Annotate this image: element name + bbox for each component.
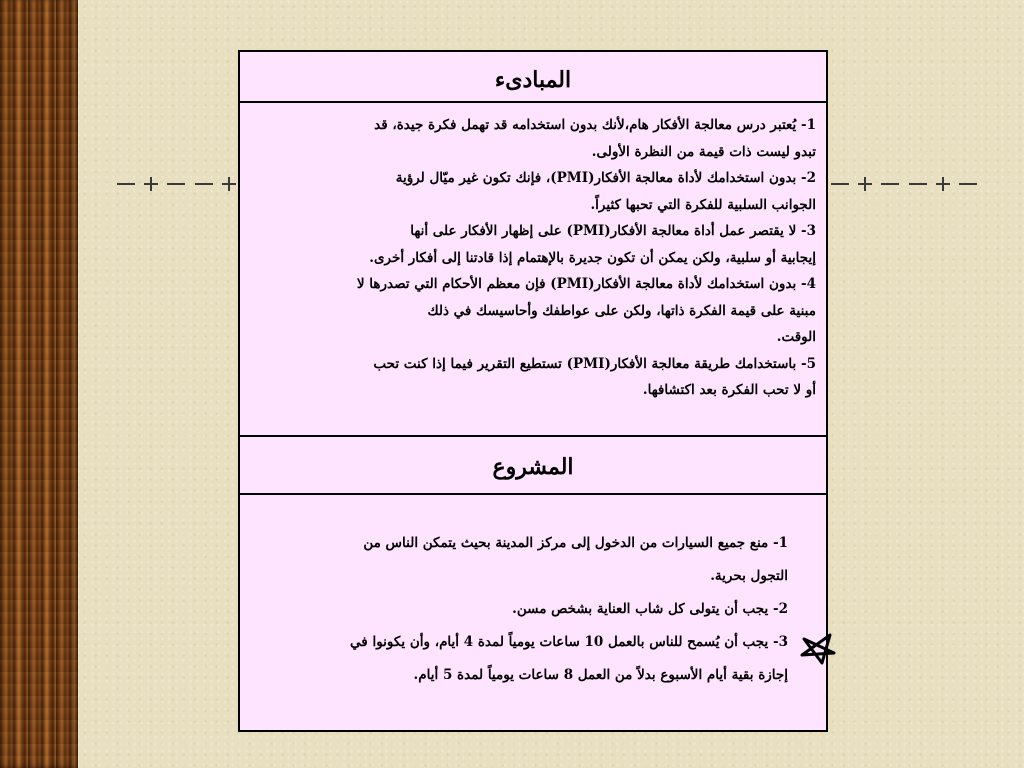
principles-list [308,112,816,404]
project-line: 2- يجب أن يتولى كل شاب العناية بشخص مسن. [512,601,788,617]
divider [240,101,826,103]
principles-line: أو لا تحب الفكرة بعد اكتشافها. [642,382,816,398]
principles-line: 2- بدون استخدامك لأداة معالجة الأفكار(PMI)، فإنك تكون غير ميّال لرؤية [395,170,816,186]
project-list [298,527,788,692]
content-table [238,50,828,732]
principles-line: 3- لا يقتصر عمل أداة معالجة الأفكار(PMI) على إظهار الأفكار على أنها [410,223,816,239]
principles-line: مبنية على قيمة الفكرة ذاتها، ولكن على عواطفك وأحاسيسك في ذلك [427,302,816,319]
project-heading: المشروع [492,454,574,480]
principles-line: 1- يُعتبر درس معالجة الأفكار هام،لأنك بدون استخدامه قد تهمل فكرة جيدة، قد [374,117,816,133]
ornament-left [112,175,240,193]
divider [240,493,826,495]
wood-border [0,0,78,768]
principles-line: 5- باستخدامك طريقة معالجة الأفكار(PMI) تستطيع التقرير فيما إذا كنت تحب [373,355,816,372]
principles-line: الجوانب السلبية للفكرة التي تحبها كثيراً. [590,196,816,213]
principles-line: 4- بدون استخدامك لأداة معالجة الأفكار(PMI) فإن معظم الأحكام التي تصدرها لا [356,276,816,292]
ornament-right [826,175,982,193]
principles-line: تبدو ليست ذات قيمة من النظرة الأولى. [591,143,816,160]
principles-line: الوقت. [776,329,816,345]
star-icon [800,629,836,665]
project-line: التجول بحرية. [710,568,788,584]
project-line: 1- منع جميع السيارات من الدخول إلى مركز المدينة بحيث يتمكن الناس من [363,535,788,551]
principles-heading: المبادىء [494,67,572,93]
principles-line: إيجابية أو سلبية، ولكن يمكن أن تكون جديرة بالإهتمام إذا قادتنا إلى أفكار أخرى. [369,249,816,266]
project-line: إجازة بقية أيام الأسبوع بدلاً من العمل 8 ساعات يومياً لمدة 5 أيام. [413,667,788,683]
divider [240,435,826,437]
project-line: 3- يجب أن يُسمح للناس بالعمل 10 ساعات يومياً لمدة 4 أيام، وأن يكونوا في [350,634,788,650]
